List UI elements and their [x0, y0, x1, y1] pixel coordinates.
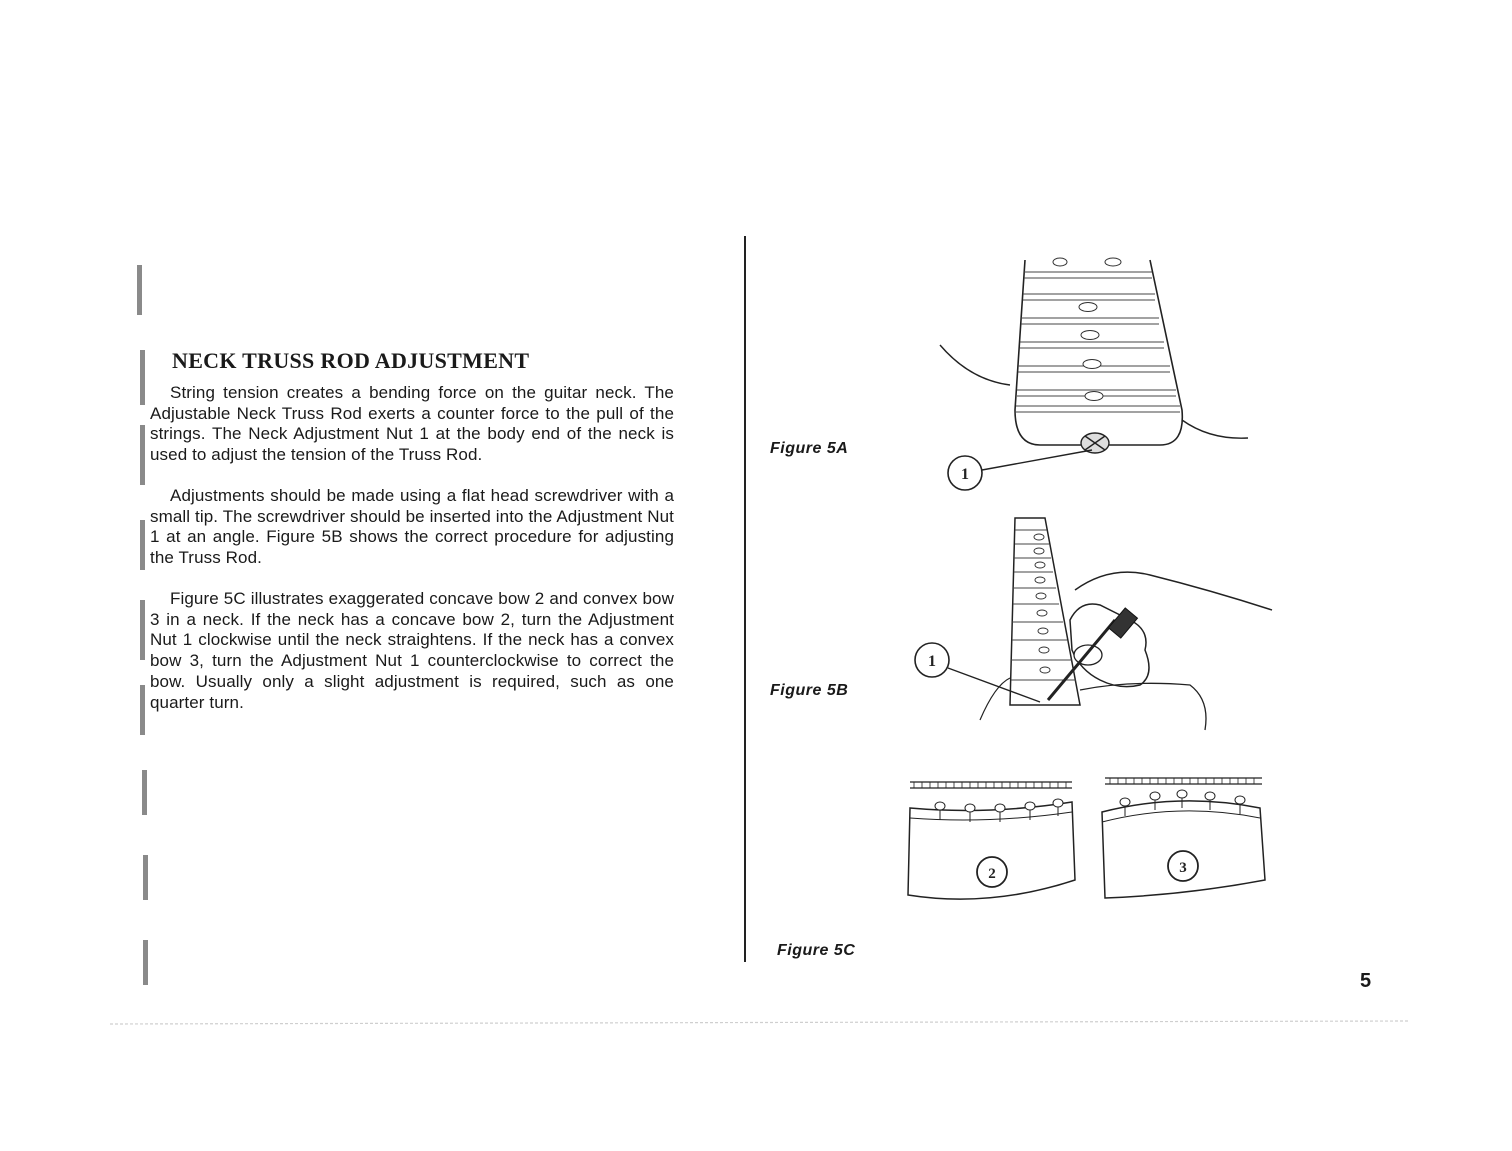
- figure-5c-illustration: [900, 770, 1280, 910]
- binder-mark: [140, 685, 145, 735]
- paragraph-screwdriver: Adjustments should be made using a flat head screwdriver with a small tip. The screwdriver should be inserted into the Adjustment Nut 1 at an angle. Figure 5B shows the correct procedure for adjusting the Truss Rod.: [150, 486, 674, 568]
- figure-5c-callout-concave: 2: [988, 866, 996, 882]
- binder-mark: [140, 350, 145, 405]
- paragraph-bow-correction: Figure 5C illustrates exaggerated concave bow 2 and convex bow 3 in a neck. If the neck has a concave bow 2, turn the Adjustment Nut 1 clockwise until the neck straightens. If the neck has a convex bow 3, turn the Adjustment Nut 1 counterclockwise to correct the bow. Usually only a slight adjustment is required, such as one quarter turn.: [150, 589, 674, 712]
- binder-mark: [140, 600, 145, 660]
- binder-mark: [143, 855, 148, 900]
- binder-mark: [142, 770, 147, 815]
- figure-5b-callout: 1: [928, 653, 936, 670]
- figure-5a-callout: 1: [961, 466, 969, 483]
- scan-artifact-line: [110, 1020, 1410, 1026]
- column-divider: [744, 236, 746, 962]
- figure-5a-illustration: [930, 250, 1260, 495]
- binder-mark: [137, 265, 142, 315]
- figure-5c-caption: Figure 5C: [777, 942, 856, 959]
- binder-mark: [143, 940, 148, 985]
- figure-5b-illustration: [900, 510, 1280, 740]
- paragraph-string-tension: String tension creates a bending force on the guitar neck. The Adjustable Neck Truss Rod exerts a counter force to the pull of the strings. The Neck Adjustment Nut 1 at the body end of the neck is used to adjust the tension of the Truss Rod.: [150, 383, 674, 465]
- section-heading: NECK TRUSS ROD ADJUSTMENT: [172, 348, 530, 373]
- figure-5c-callout-convex: 3: [1179, 860, 1187, 876]
- page-number: 5: [1360, 970, 1372, 992]
- binder-mark: [140, 520, 145, 570]
- figure-5a-caption: Figure 5A: [770, 440, 849, 457]
- binder-mark: [140, 425, 145, 485]
- figure-5b-caption: Figure 5B: [770, 682, 849, 699]
